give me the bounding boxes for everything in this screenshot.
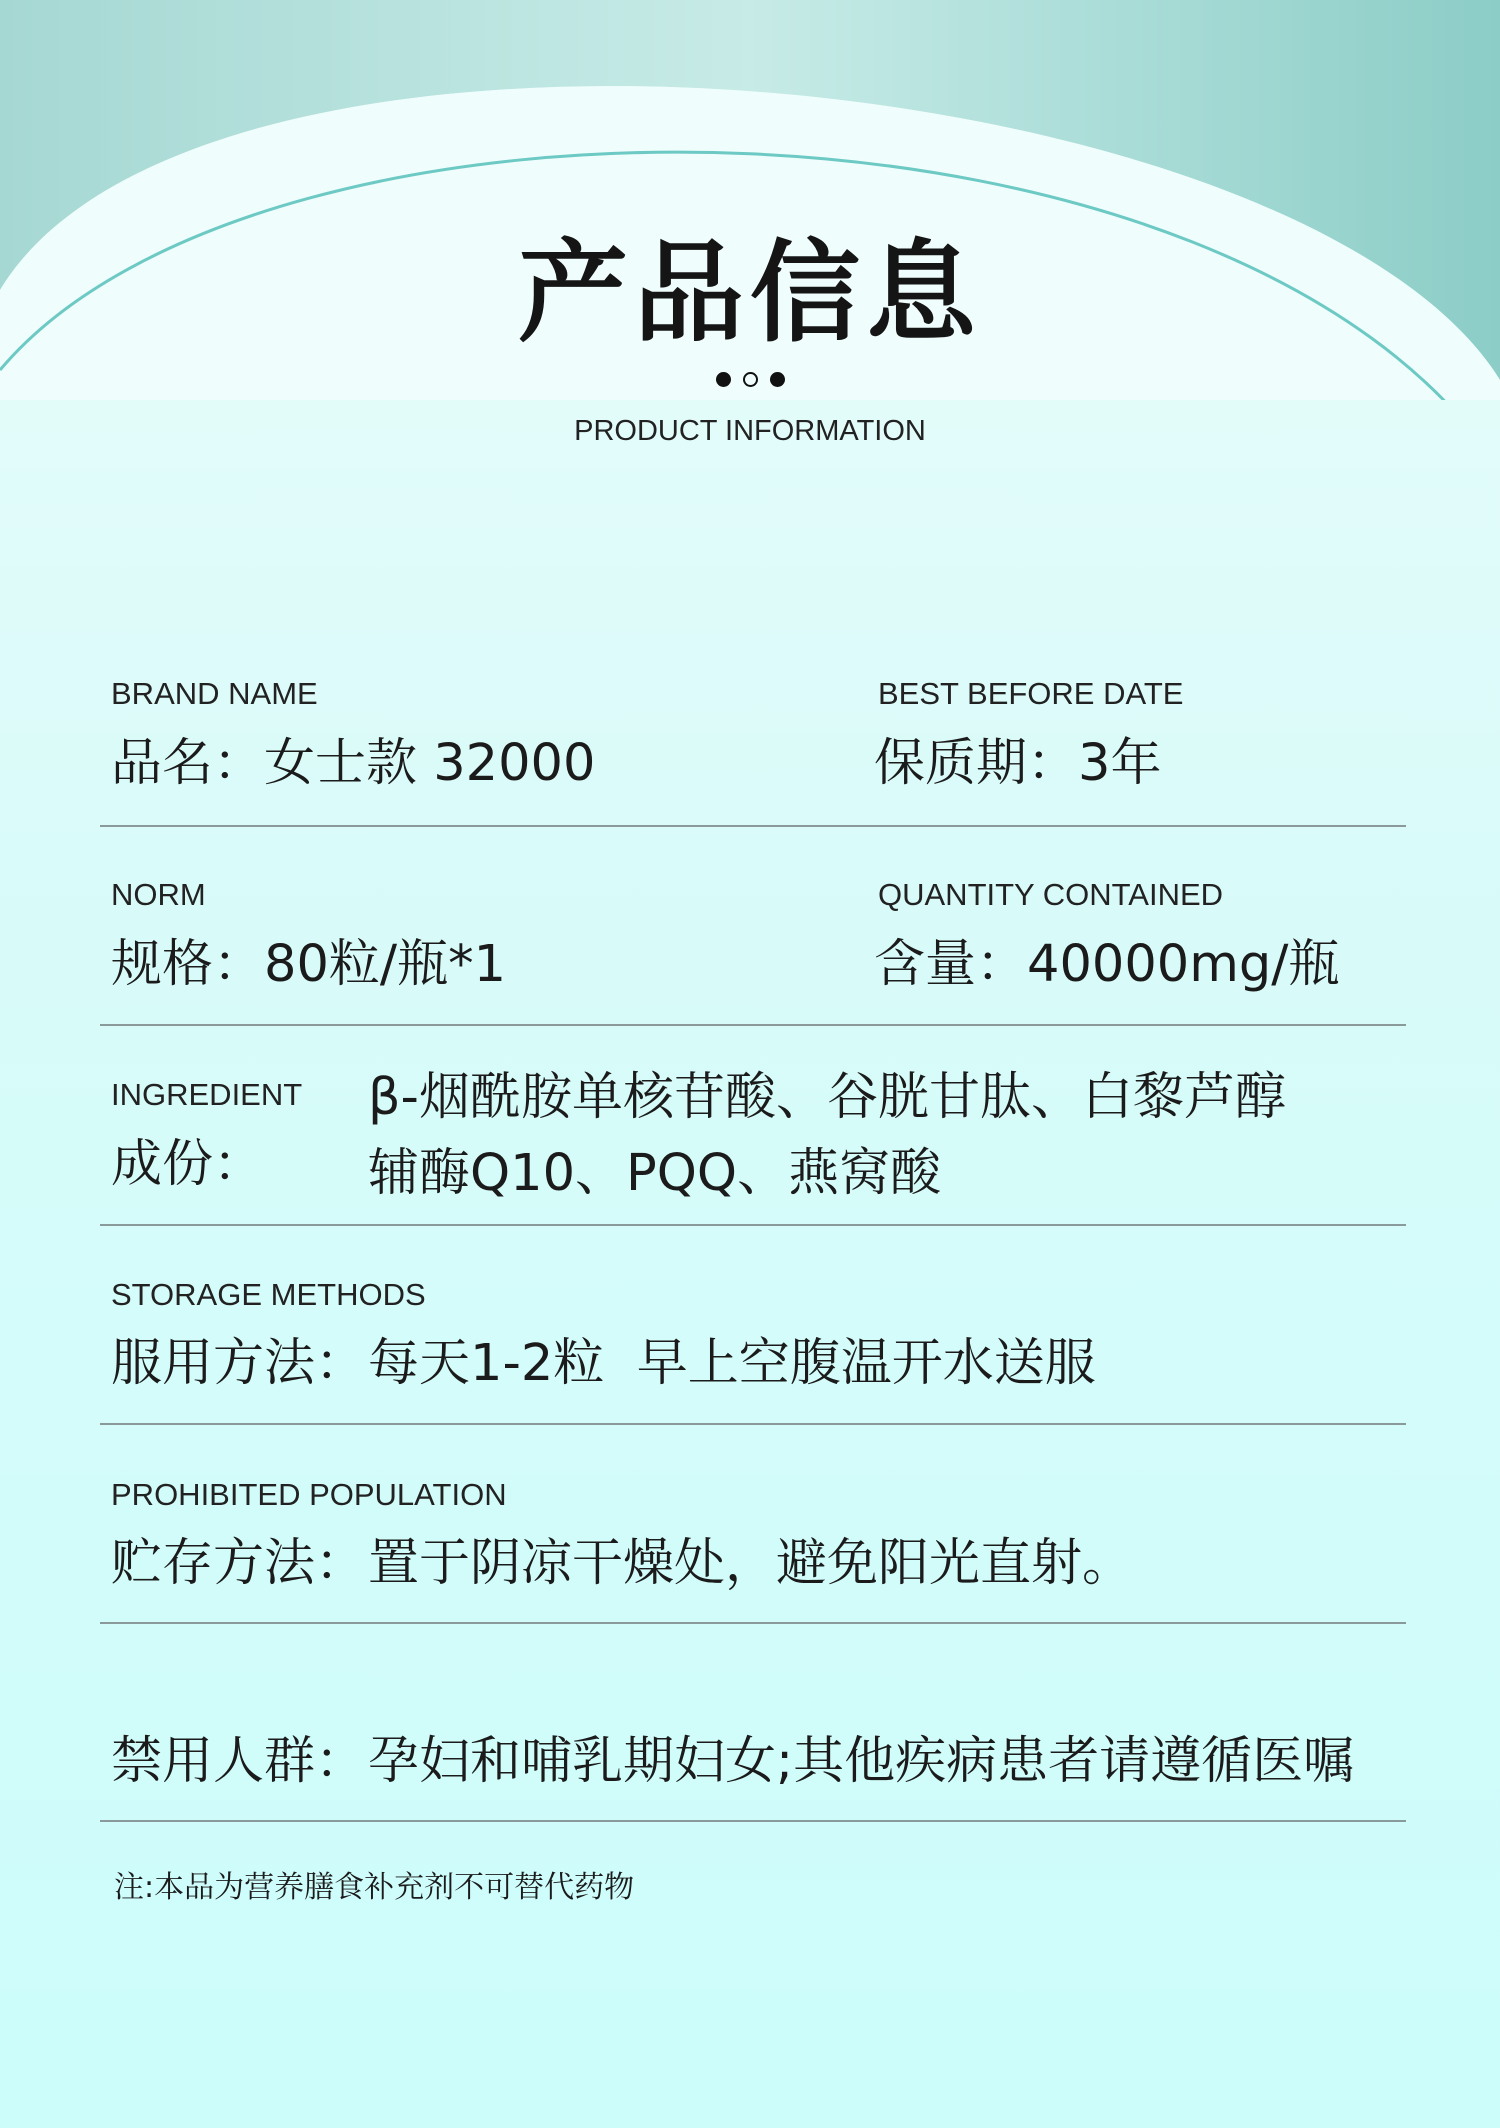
storage-value: 置于阴凉干燥处，避免阳光直射。 [368,1534,1134,1593]
title-dots [0,372,1500,387]
divider-6 [100,1820,1406,1822]
brand-name-label-en: BRAND NAME [111,676,318,711]
divider-4 [100,1423,1406,1425]
footnote: 注:本品为营养膳食补充剂不可替代药物 [114,1870,635,1905]
ingredient-label-en: INGREDIENT [111,1077,303,1112]
best-before-label-en: BEST BEFORE DATE [878,676,1184,711]
dot-filled-left [716,372,731,387]
brand-name-value: 品名：女士款 32000 [111,734,596,793]
storage-label-en: PROHIBITED POPULATION [111,1477,507,1512]
page-subtitle: PRODUCT INFORMATION [574,415,926,447]
ingredient-line-1: β-烟酰胺单核苷酸、谷胱甘肽、白黎芦醇 [368,1068,1286,1127]
storage-label-zh: 贮存方法： [111,1534,367,1593]
divider-5 [100,1622,1406,1624]
quantity-value: 含量：40000mg/瓶 [874,935,1340,994]
norm-label-en: NORM [111,877,206,912]
ingredient-label-zh: 成份： [111,1135,265,1194]
usage-label-zh: 服用方法： [111,1334,367,1393]
shelf-life-value: 保质期：3年 [874,734,1162,793]
norm-value: 规格：80粒/瓶*1 [111,935,507,994]
usage-value: 每天1-2粒 早上空腹温开水送服 [368,1334,1096,1393]
dot-filled-right [770,372,785,387]
prohibited-label-zh: 禁用人群： [111,1732,367,1791]
prohibited-value: 孕妇和哺乳期妇女;其他疾病患者请遵循医嘱 [368,1732,1355,1791]
divider-1 [100,825,1406,827]
ingredient-line-2: 辅酶Q10、PQQ、燕窝酸 [368,1144,942,1203]
divider-3 [100,1224,1406,1226]
usage-label-en: STORAGE METHODS [111,1277,426,1312]
dot-hollow-center [743,372,758,387]
page-title: 产品信息 [518,229,982,357]
quantity-label-en: QUANTITY CONTAINED [878,877,1224,912]
divider-2 [100,1024,1406,1026]
